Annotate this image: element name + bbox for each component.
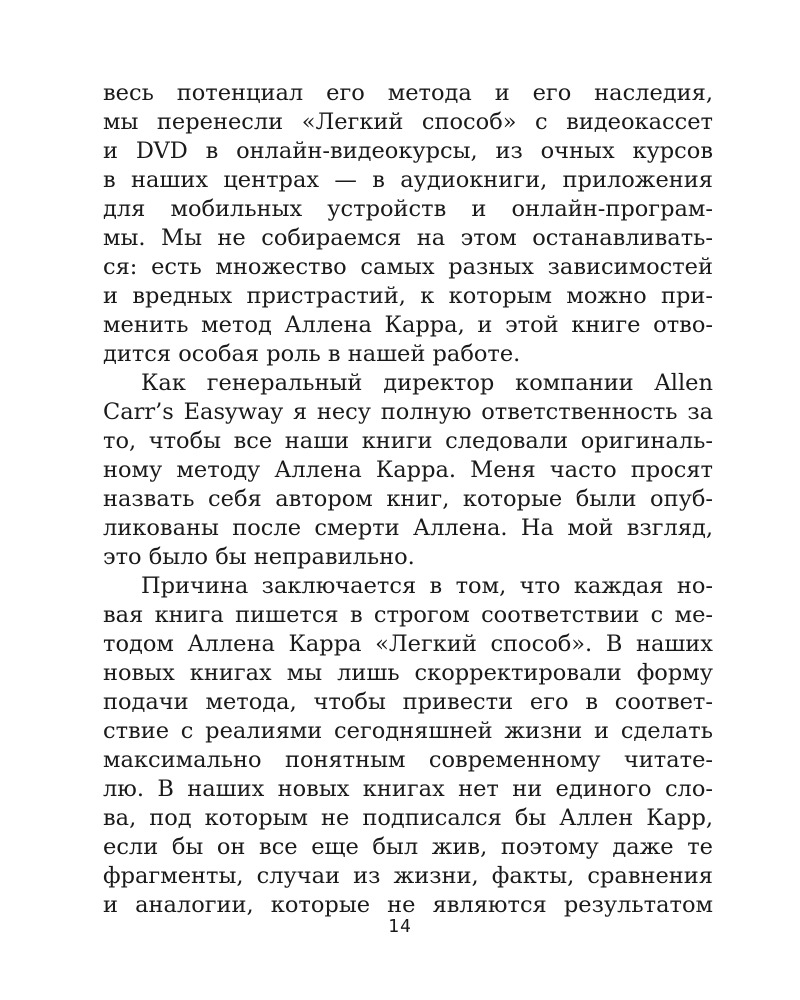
- text-line: лю. В наших новых книгах нет ни единого сло-: [103, 776, 713, 802]
- text-line: если бы он все еще был жив, поэтому даже те: [103, 834, 713, 860]
- text-line: дится особая роль в нашей работе.: [103, 341, 521, 367]
- text-line: подачи метода, чтобы привести его в соответ-: [103, 689, 713, 715]
- text-line: мы перенесли «Легкий способ» с видеокассет: [103, 109, 713, 135]
- text-line: Причина заключается в том, что каждая но-: [141, 573, 713, 599]
- text-line: то, чтобы все наши книги следовали оригиналь-: [103, 428, 713, 454]
- text-line: и DVD в онлайн-видеокурсы, из очных курсов: [103, 138, 713, 164]
- text-line: назвать себя автором книг, которые были опуб-: [103, 486, 713, 512]
- text-line: вая книга пишется в строгом соответствии с ме-: [103, 602, 713, 628]
- text-line: фрагменты, случаи из жизни, факты, сравнения: [103, 863, 713, 889]
- text-line: в наших центрах — в аудиокниги, приложения: [103, 167, 713, 193]
- text-line: Carr’s Easyway я несу полную ответственность за: [103, 399, 713, 425]
- text-line: для мобильных устройств и онлайн-програм-: [103, 196, 713, 222]
- text-line: мы. Мы не собираемся на этом останавливать-: [103, 225, 713, 251]
- text-line: весь потенциал его метода и его наследия,: [103, 80, 713, 106]
- text-line: ся: есть множество самых разных зависимостей: [103, 254, 713, 280]
- text-line: ликованы после смерти Аллена. На мой взгляд,: [103, 515, 713, 541]
- text-line: менить метод Аллена Карра, и этой книге отво-: [103, 312, 713, 338]
- text-line: и аналогии, которые не являются результатом: [103, 892, 713, 918]
- text-line: это было бы неправильно.: [103, 544, 415, 570]
- body-text: [103, 79, 713, 920]
- text-line: ва, под которым не подписался бы Аллен Карр,: [103, 805, 713, 831]
- text-line: и вредных пристрастий, к которым можно при-: [103, 283, 713, 309]
- text-line: максимально понятным современному читате-: [103, 747, 713, 773]
- page-number: 14: [388, 916, 412, 937]
- text-line: ному методу Аллена Карра. Меня часто просят: [103, 457, 713, 483]
- text-line: Как генеральный директор компании Allen: [141, 370, 713, 396]
- text-line: новых книгах мы лишь скорректировали форму: [103, 660, 713, 686]
- text-line: ствие с реалиями сегодняшней жизни и сделать: [103, 718, 713, 744]
- text-line: тодом Аллена Карра «Легкий способ». В наших: [103, 631, 713, 657]
